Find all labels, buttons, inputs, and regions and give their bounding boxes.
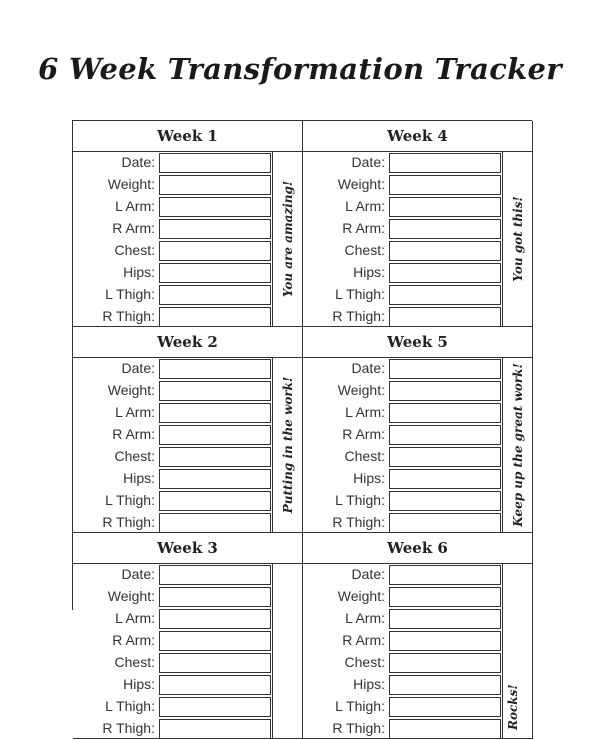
chest-label: Chest:	[114, 654, 155, 670]
week-3-card	[73, 533, 303, 739]
r-arm-label: R Arm:	[342, 632, 385, 648]
l-arm-label: L Arm:	[115, 404, 155, 420]
hips-row	[73, 468, 273, 490]
measurement-rows	[303, 152, 503, 328]
weight-row	[73, 586, 273, 608]
r-arm-row	[73, 630, 273, 652]
r-arm-field[interactable]	[389, 219, 501, 239]
weight-field[interactable]	[389, 381, 501, 401]
hips-field[interactable]	[389, 675, 501, 695]
l-arm-label: L Arm:	[345, 198, 385, 214]
week-title: Week 5	[303, 327, 532, 358]
l-thigh-row	[303, 284, 503, 306]
chest-row	[73, 446, 273, 468]
r-arm-field[interactable]	[159, 425, 271, 445]
motto-column	[502, 152, 532, 326]
r-thigh-row	[73, 512, 273, 534]
date-label: Date:	[121, 566, 155, 582]
week-title: Week 3	[73, 533, 302, 564]
l-thigh-row	[303, 490, 503, 512]
hips-label: Hips:	[353, 264, 385, 280]
hips-label: Hips:	[123, 470, 155, 486]
weight-field[interactable]	[159, 381, 271, 401]
hips-label: Hips:	[123, 676, 155, 692]
r-thigh-label: R Thigh:	[102, 720, 155, 736]
l-arm-label: L Arm:	[115, 610, 155, 626]
week-title: Week 6	[303, 533, 532, 564]
r-arm-label: R Arm:	[112, 220, 155, 236]
chest-field[interactable]	[159, 653, 271, 673]
r-thigh-field[interactable]	[159, 307, 271, 327]
chest-row	[303, 446, 503, 468]
chest-row	[73, 240, 273, 262]
week-title: Week 2	[73, 327, 302, 358]
l-thigh-field[interactable]	[389, 697, 501, 717]
l-arm-field[interactable]	[389, 197, 501, 217]
hips-field[interactable]	[159, 675, 271, 695]
date-field[interactable]	[389, 565, 501, 585]
motto-column	[272, 152, 302, 326]
date-field[interactable]	[389, 359, 501, 379]
hips-label: Hips:	[353, 676, 385, 692]
l-thigh-label: L Thigh:	[335, 492, 385, 508]
l-arm-label: L Arm:	[345, 610, 385, 626]
week-1-card	[73, 121, 303, 327]
r-arm-field[interactable]	[159, 631, 271, 651]
chest-row	[303, 652, 503, 674]
r-thigh-field[interactable]	[159, 719, 271, 739]
r-thigh-label: R Thigh:	[332, 720, 385, 736]
l-thigh-row	[303, 696, 503, 718]
date-label: Date:	[121, 154, 155, 170]
l-arm-field[interactable]	[389, 609, 501, 629]
weight-label: Weight:	[337, 588, 385, 604]
weight-field[interactable]	[159, 587, 271, 607]
date-row	[73, 152, 273, 174]
motto-column	[502, 358, 532, 532]
weight-label: Weight:	[337, 176, 385, 192]
l-arm-label: L Arm:	[345, 404, 385, 420]
l-arm-field[interactable]	[159, 403, 271, 423]
hips-label: Hips:	[353, 470, 385, 486]
l-arm-row	[73, 196, 273, 218]
r-arm-row	[73, 424, 273, 446]
date-label: Date:	[121, 360, 155, 376]
weight-row	[73, 174, 273, 196]
week-title: Week 1	[73, 121, 302, 152]
hips-row	[73, 674, 273, 696]
l-thigh-label: L Thigh:	[335, 698, 385, 714]
motto-column	[272, 358, 302, 532]
l-thigh-field[interactable]	[159, 697, 271, 717]
week-2-card	[73, 327, 303, 533]
week-4-card	[303, 121, 533, 327]
chest-field[interactable]	[159, 447, 271, 467]
weight-row	[303, 174, 503, 196]
l-thigh-field[interactable]	[159, 285, 271, 305]
weight-row	[303, 380, 503, 402]
chest-field[interactable]	[389, 653, 501, 673]
r-arm-label: R Arm:	[342, 220, 385, 236]
weight-field[interactable]	[159, 175, 271, 195]
r-thigh-label: R Thigh:	[332, 308, 385, 324]
weight-label: Weight:	[107, 382, 155, 398]
r-thigh-row	[303, 718, 503, 740]
hips-field[interactable]	[389, 469, 501, 489]
r-arm-row	[303, 630, 503, 652]
measurement-rows	[303, 358, 503, 534]
week-title: Week 4	[303, 121, 532, 152]
l-arm-row	[303, 196, 503, 218]
motto-text: Putting in the work!	[280, 376, 295, 514]
hips-row	[303, 468, 503, 490]
l-thigh-field[interactable]	[159, 491, 271, 511]
chest-label: Chest:	[344, 448, 385, 464]
date-row	[303, 564, 503, 586]
date-row	[73, 564, 273, 586]
r-thigh-row	[303, 512, 503, 534]
r-thigh-field[interactable]	[389, 719, 501, 739]
l-thigh-field[interactable]	[389, 491, 501, 511]
motto-text: You are amazing!	[280, 180, 295, 298]
measurement-rows	[73, 152, 273, 328]
date-field[interactable]	[159, 359, 271, 379]
date-label: Date:	[351, 154, 385, 170]
l-arm-label: L Arm:	[115, 198, 155, 214]
chest-row	[303, 240, 503, 262]
r-arm-row	[303, 424, 503, 446]
measurement-rows	[73, 358, 273, 534]
chest-field[interactable]	[389, 241, 501, 261]
date-field[interactable]	[389, 153, 501, 173]
motto-text: You got this!	[510, 196, 525, 282]
hips-row	[303, 262, 503, 284]
motto-text: Keep up the great work!	[510, 363, 525, 527]
weight-label: Weight:	[337, 382, 385, 398]
tracker-grid	[72, 120, 532, 736]
r-arm-row	[303, 218, 503, 240]
r-thigh-label: R Thigh:	[332, 514, 385, 530]
r-arm-label: R Arm:	[342, 426, 385, 442]
r-thigh-label: R Thigh:	[102, 308, 155, 324]
measurement-rows	[303, 564, 503, 740]
date-row	[73, 358, 273, 380]
motto-text: Rocks!	[506, 684, 521, 730]
date-field[interactable]	[159, 153, 271, 173]
chest-row	[73, 652, 273, 674]
l-thigh-row	[73, 696, 273, 718]
week-6-card	[303, 533, 533, 739]
l-thigh-row	[73, 284, 273, 306]
l-thigh-row	[73, 490, 273, 512]
l-arm-field[interactable]	[389, 403, 501, 423]
l-arm-row	[303, 608, 503, 630]
date-field[interactable]	[159, 565, 271, 585]
page-title: 6 Week Transformation Tracker	[38, 52, 562, 86]
hips-label: Hips:	[123, 264, 155, 280]
r-thigh-field[interactable]	[159, 513, 271, 533]
hips-row	[303, 674, 503, 696]
l-arm-field[interactable]	[159, 609, 271, 629]
r-thigh-row	[73, 306, 273, 328]
r-thigh-field[interactable]	[389, 307, 501, 327]
weight-row	[73, 380, 273, 402]
date-row	[303, 358, 503, 380]
motto-column	[272, 564, 302, 738]
hips-field[interactable]	[159, 469, 271, 489]
l-thigh-label: L Thigh:	[335, 286, 385, 302]
date-label: Date:	[351, 360, 385, 376]
r-arm-row	[73, 218, 273, 240]
l-thigh-field[interactable]	[389, 285, 501, 305]
l-arm-row	[73, 608, 273, 630]
l-thigh-label: L Thigh:	[105, 492, 155, 508]
l-arm-row	[73, 402, 273, 424]
weight-label: Weight:	[107, 588, 155, 604]
weight-field[interactable]	[389, 175, 501, 195]
weight-label: Weight:	[107, 176, 155, 192]
week-5-card	[303, 327, 533, 533]
l-thigh-label: L Thigh:	[105, 286, 155, 302]
l-arm-field[interactable]	[159, 197, 271, 217]
date-label: Date:	[351, 566, 385, 582]
r-thigh-field[interactable]	[389, 513, 501, 533]
hips-field[interactable]	[159, 263, 271, 283]
r-arm-field[interactable]	[389, 631, 501, 651]
measurement-rows	[73, 564, 273, 740]
chest-field[interactable]	[159, 241, 271, 261]
r-thigh-label: R Thigh:	[102, 514, 155, 530]
chest-label: Chest:	[114, 242, 155, 258]
r-thigh-row	[303, 306, 503, 328]
r-arm-label: R Arm:	[112, 426, 155, 442]
date-row	[303, 152, 503, 174]
chest-label: Chest:	[344, 242, 385, 258]
r-arm-field[interactable]	[389, 425, 501, 445]
weight-field[interactable]	[389, 587, 501, 607]
l-thigh-label: L Thigh:	[105, 698, 155, 714]
r-thigh-row	[73, 718, 273, 740]
r-arm-label: R Arm:	[112, 632, 155, 648]
weight-row	[303, 586, 503, 608]
chest-field[interactable]	[389, 447, 501, 467]
hips-field[interactable]	[389, 263, 501, 283]
hips-row	[73, 262, 273, 284]
motto-column	[502, 564, 532, 738]
chest-label: Chest:	[114, 448, 155, 464]
l-arm-row	[303, 402, 503, 424]
chest-label: Chest:	[344, 654, 385, 670]
r-arm-field[interactable]	[159, 219, 271, 239]
